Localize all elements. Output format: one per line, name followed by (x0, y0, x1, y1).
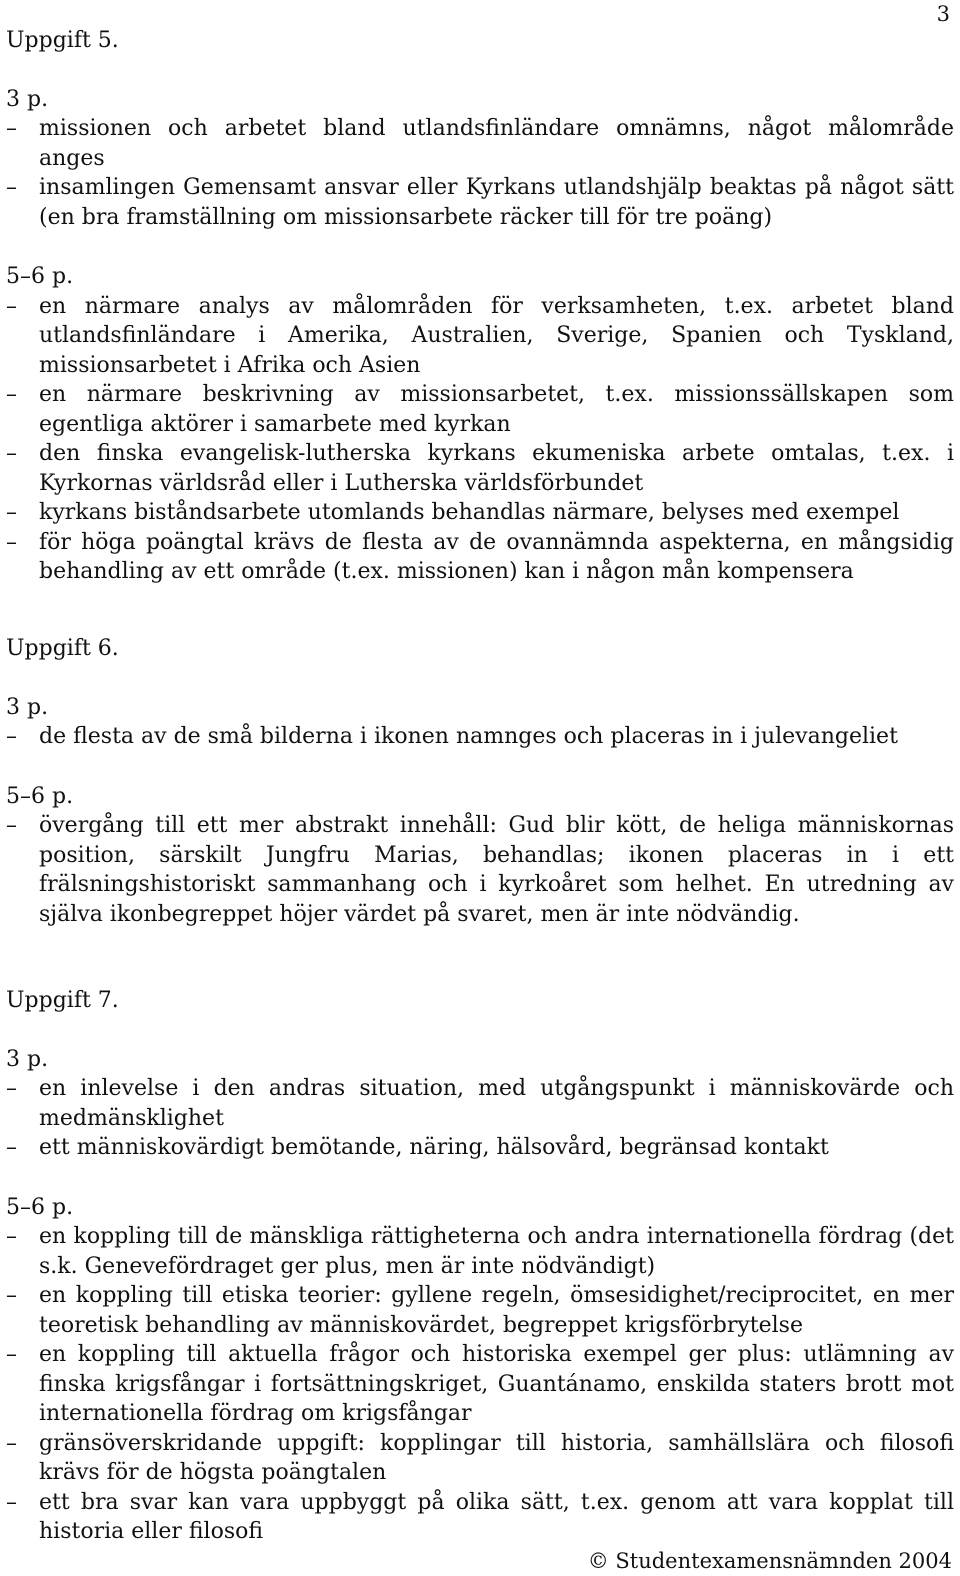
criteria-list (6, 1074, 954, 1163)
list-item: – ett bra svar kan vara uppbyggt på olika sätt, t.ex. genom att vara kopplat till historia eller filosofi (6, 1488, 954, 1547)
task-6 (6, 634, 954, 929)
list-item: – den finska evangelisk-lutherska kyrkans ekumeniska arbete omtalas, t.ex. i Kyrkornas världsråd eller i Lutherska världsförbundet (6, 439, 954, 498)
criteria-list (6, 1222, 954, 1547)
criteria-list (6, 722, 954, 752)
list-item: – en närmare beskrivning av missionsarbetet, t.ex. missionssällskapen som egentliga aktörer i samarbete med kyrkan (6, 380, 954, 439)
list-item: – insamlingen Gemensamt ansvar eller Kyrkans utlandshjälp beaktas på något sätt (en bra framställning om missionsarbete räcker till för tre poäng) (6, 173, 954, 232)
criteria-list (6, 811, 954, 929)
page-number: 3 (936, 2, 950, 26)
list-item: – en koppling till aktuella frågor och historiska exempel ger plus: utlämning av finska krigsfångar i fortsättningskriget, Guantánamo, enskilda staters brott mot internationella fördrag om krigsfångar (6, 1340, 954, 1429)
points-heading: 5–6 p. (6, 264, 74, 289)
list-item: – kyrkans biståndsarbete utomlands behandlas närmare, belyses med exempel (6, 498, 954, 528)
list-item: – en inlevelse i den andras situation, med utgångspunkt i människovärde och medmänsklighet (6, 1074, 954, 1133)
list-item: – en koppling till de mänskliga rättigheterna och andra internationella fördrag (det s.k. Genevefördraget ger plus, men är inte nödvändigt) (6, 1222, 954, 1281)
list-item: – övergång till ett mer abstrakt innehåll: Gud blir kött, de heliga människornas position, särskilt Jungfru Marias, behandlas; ikonen placeras in i ett frälsningshistoriskt sammanhang och i kyrkoåret som helhet. En utredning av själva ikonbegreppet höjer värdet på svaret, men är inte nödvändig. (6, 811, 954, 929)
task-title: Uppgift 6. (6, 636, 119, 661)
task-title: Uppgift 5. (6, 28, 119, 53)
list-item: – ett människovärdigt bemötande, näring, hälsovård, begränsad kontakt (6, 1133, 954, 1163)
list-item: – för höga poängtal krävs de flesta av de ovannämnda aspekterna, en mångsidig behandling av ett område (t.ex. missionen) kan i någon mån kompensera (6, 528, 954, 587)
task-5 (6, 26, 954, 587)
points-heading: 3 p. (6, 86, 49, 112)
points-heading: 3 p. (6, 1046, 49, 1072)
list-item: – en koppling till etiska teorier: gyllene regeln, ömsesidighet/reciprocitet, en mer teoretisk behandling av människovärdet, begreppet krigsförbrytelse (6, 1281, 954, 1340)
points-heading: 5–6 p. (6, 1194, 74, 1220)
task-7 (6, 986, 954, 1547)
copyright-footer: © Studentexamensnämnden 2004 (587, 1548, 952, 1573)
points-heading: 5–6 p. (6, 783, 74, 809)
criteria-list (6, 292, 954, 587)
list-item: – gränsöverskridande uppgift: kopplingar till historia, samhällslära och filosofi krävs för de högsta poängtalen (6, 1429, 954, 1488)
task-title: Uppgift 7. (6, 988, 119, 1013)
criteria-list (6, 114, 954, 232)
list-item: – missionen och arbetet bland utlandsfinländare omnämns, något målområde anges (6, 114, 954, 173)
list-item: – en närmare analys av målområden för verksamheten, t.ex. arbetet bland utlandsfinländare i Amerika, Australien, Sverige, Spanien och Tyskland, missionsarbetet i Afrika och Asien (6, 292, 954, 381)
list-item: – de flesta av de små bilderna i ikonen namnges och placeras in i julevangeliet (6, 722, 954, 752)
points-heading: 3 p. (6, 694, 49, 720)
